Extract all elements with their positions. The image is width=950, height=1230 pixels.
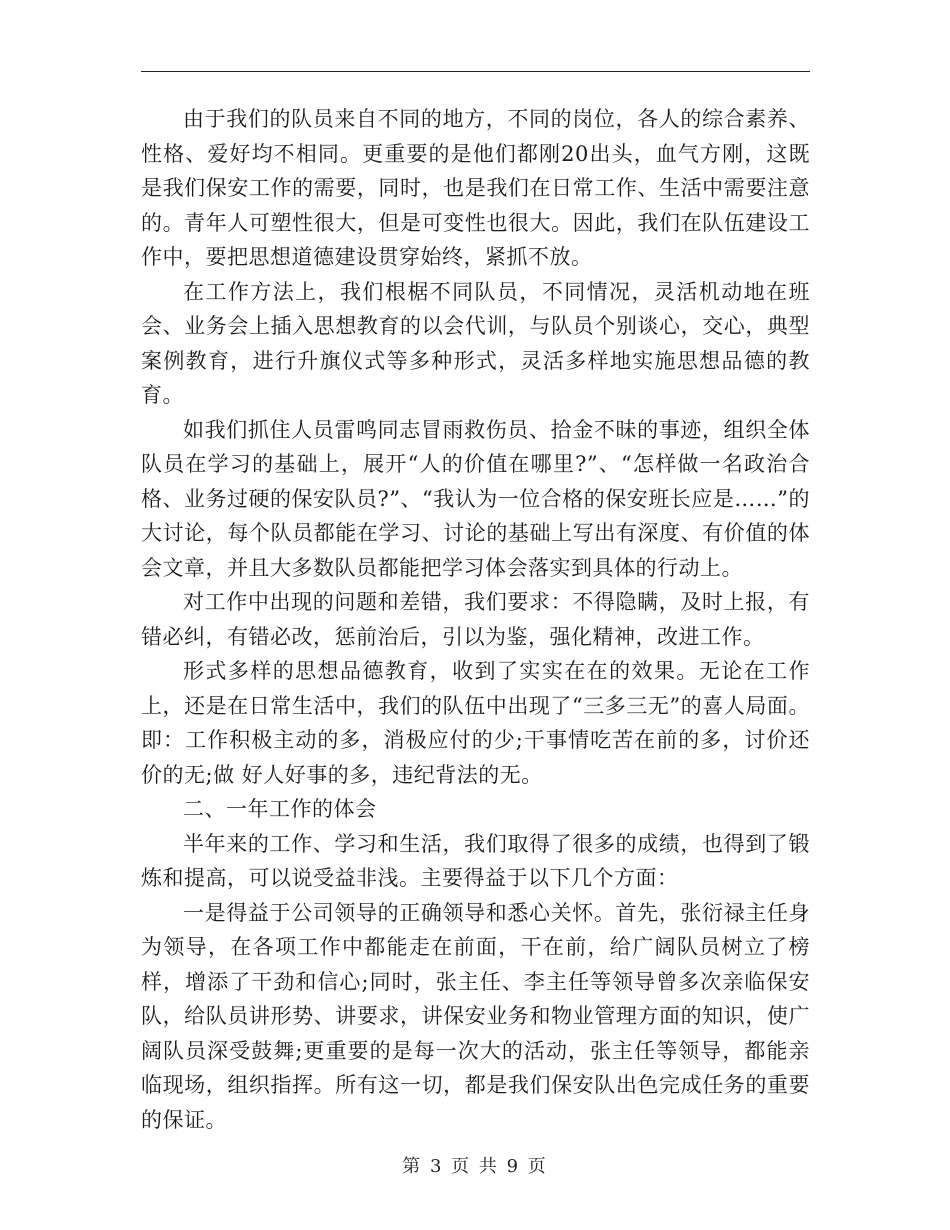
paragraph: 对工作中出现的问题和差错，我们要求：不得隐瞒，及时上报，有错必纠，有错必改，惩前治后，引以为鉴，强化精神，改进工作。 bbox=[141, 590, 810, 649]
paragraph: 在工作方法上，我们根椐不同队员，不同情况，灵活机动地在班会、业务会上插入思想教育的以会代训，与队员个别谈心，交心，典型案例教育，进行升旗仪式等多种形式，灵活多样地实施思想品德的教育。 bbox=[141, 279, 810, 407]
total-page-count: 9 bbox=[506, 1156, 521, 1177]
section-heading: 二、一年工作的体会 bbox=[183, 797, 377, 821]
footer-prefix: 第 bbox=[402, 1156, 423, 1177]
current-page-number: 3 bbox=[429, 1156, 444, 1177]
footer-middle: 页 共 bbox=[451, 1156, 499, 1177]
body-text bbox=[141, 102, 810, 1137]
paragraph: 一是得益于公司领导的正确领导和悉心关怀。首先，张衍禄主任身为领导，在各项工作中都能走在前面，干在前，给广阔队员树立了榜样，增添了干劲和信心;同时，张主任、李主任等领导曾多次亲临保安队，给队员讲形势、讲要求，讲保安业务和物业管理方面的知识，使广阔队员深受鼓舞;更重要的是每一次大的活动，张主任等领导，都能亲临现场，组织指挥。所有这一切，都是我们保安队出色完成任务的重要的保证。 bbox=[141, 900, 810, 1132]
paragraph: 半年来的工作、学习和生活，我们取得了很多的成绩，也得到了锻炼和提高，可以说受益非浅。主要得益于以下几个方面： bbox=[141, 831, 810, 890]
paragraph: 由于我们的队员来自不同的地方，不同的岗位，各人的综合素养、性格、爱好均不相同。更重要的是他们都刚20出头，血气方刚，这既是我们保安工作的需要，同时，也是我们在日常工作、生活中需要注意的。青年人可塑性很大，但是可变性也很大。因此，我们在队伍建设工作中，要把思想道德建设贯穿始终，紧抓不放。 bbox=[141, 107, 810, 269]
header-rule bbox=[141, 71, 810, 72]
paragraph: 如我们抓住人员雷鸣同志冒雨救伤员、拾金不昧的事迹，组织全体队员在学习的基础上，展开“人的价值在哪里?”、“怎样做一名政治合格、业务过硬的保安队员?”、“我认为一位合格的保安班长应是……”的大讨论，每个队员都能在学习、讨论的基础上写出有深度、有价值的体会文章，并且大多数队员都能把学习体会落实到具体的行动上。 bbox=[141, 417, 810, 580]
page-footer bbox=[0, 1152, 950, 1178]
footer-suffix: 页 bbox=[527, 1156, 548, 1177]
paragraph: 形式多样的思想品德教育，收到了实实在在的效果。无论在工作上，还是在日常生活中，我们的队伍中出现了“三多三无”的喜人局面。即：工作积极主动的多，消极应付的少;干事情吃苦在前的多，讨价还价的无;做 好人好事的多，违纪背法的无。 bbox=[141, 659, 810, 787]
